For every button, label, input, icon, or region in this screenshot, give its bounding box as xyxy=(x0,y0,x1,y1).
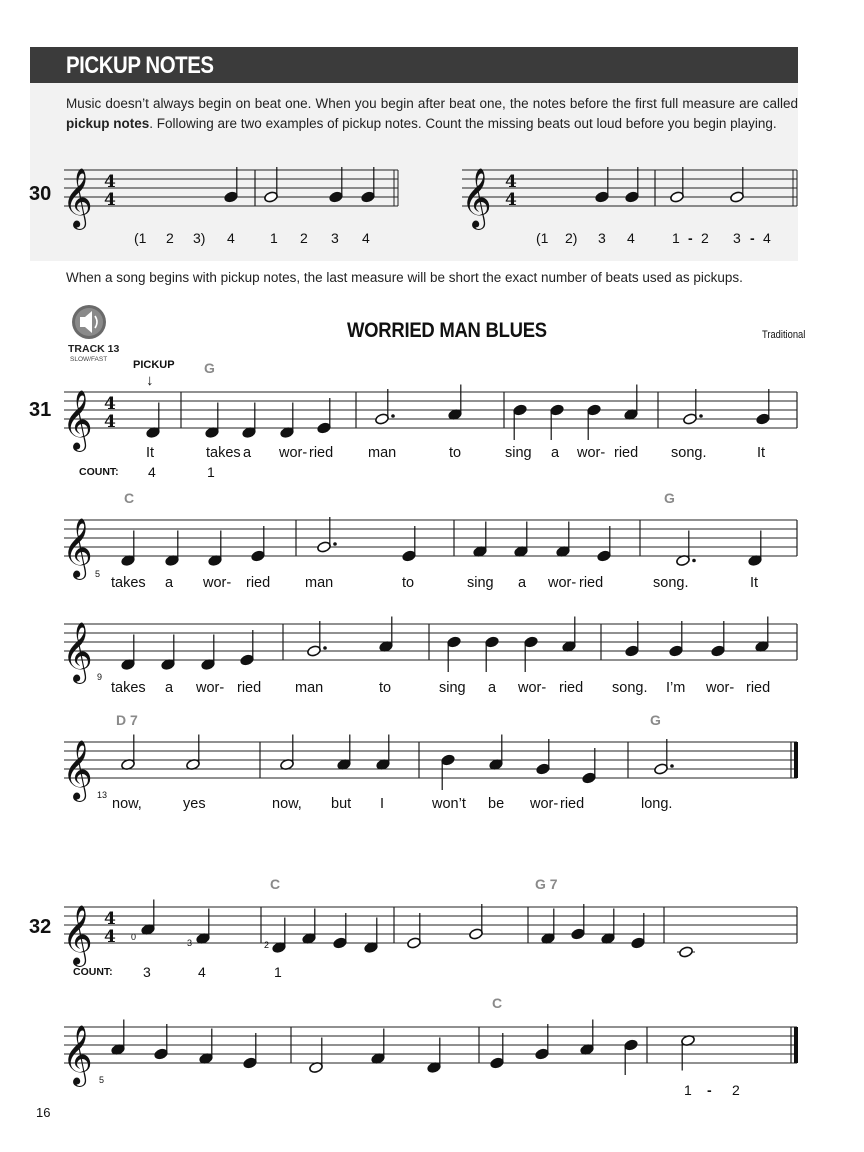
pickup-explanation: When a song begins with pickup notes, the last measure will be short the exact number of beats used as pickups. xyxy=(66,270,743,285)
note-head xyxy=(469,928,484,940)
note-head xyxy=(402,550,417,562)
note-head xyxy=(307,645,322,657)
count-30a: (1 xyxy=(134,230,147,246)
time-signature-top: 4 xyxy=(104,909,116,929)
note-head xyxy=(670,191,685,203)
fingering: 2 xyxy=(264,940,270,950)
time-signature-bottom: 4 xyxy=(505,190,517,210)
lyric: ried xyxy=(237,680,262,696)
fingering: 0 xyxy=(131,932,137,942)
time-signature-bottom: 4 xyxy=(104,927,116,947)
lyric: yes xyxy=(183,796,206,812)
final-barline-thick xyxy=(794,742,798,778)
lyric: wor- xyxy=(577,445,606,461)
lyric: It xyxy=(757,445,766,461)
note-head xyxy=(631,937,646,949)
lyric: sing xyxy=(467,575,494,591)
measure-number: 9 xyxy=(97,672,103,682)
note-dot xyxy=(391,414,395,418)
lyric: won’t xyxy=(432,796,466,812)
measure-number: 5 xyxy=(99,1075,105,1085)
note-head xyxy=(447,636,462,648)
lyric: wor- xyxy=(518,680,547,696)
lyric: man xyxy=(305,575,334,591)
count-32-end: - xyxy=(707,1082,712,1098)
note-head xyxy=(536,763,551,775)
count-30b: (1 xyxy=(536,230,549,246)
note-head xyxy=(679,946,694,958)
count-30a: 1 xyxy=(270,230,278,246)
note-head xyxy=(264,191,279,203)
count-32: 1 xyxy=(274,964,282,980)
note-head xyxy=(550,404,565,416)
note-head xyxy=(361,191,376,203)
page-number: 16 xyxy=(36,1105,51,1120)
note-head xyxy=(730,191,745,203)
lyric: It xyxy=(146,445,155,461)
lyric: ried xyxy=(246,575,271,591)
lyric: ried xyxy=(559,680,584,696)
lyric: now, xyxy=(112,796,142,812)
lyric: I xyxy=(380,796,385,812)
lyric: wor- xyxy=(706,680,735,696)
exercise-number-31: 31 xyxy=(29,399,52,421)
lyric: long. xyxy=(641,796,673,812)
lyric: wor- xyxy=(196,680,225,696)
count-30b: 1 xyxy=(672,230,680,246)
note-head xyxy=(582,772,597,784)
count-30a: 2 xyxy=(300,230,308,246)
lyric: I’m xyxy=(666,680,686,696)
note-head xyxy=(711,645,726,657)
pickup-label: PICKUP xyxy=(133,359,175,371)
lyric: man xyxy=(295,680,324,696)
lyric: wor- xyxy=(548,575,577,591)
lyric: now, xyxy=(272,796,302,812)
chord-symbol: C xyxy=(492,995,503,1011)
note-head xyxy=(524,636,539,648)
count-30b: 2 xyxy=(701,230,709,246)
chord-symbol: G xyxy=(664,490,675,506)
count-31: 4 xyxy=(148,464,156,480)
section-title: PICKUP NOTES xyxy=(66,52,214,79)
count-30a: 3) xyxy=(193,230,206,246)
lyric: to xyxy=(402,575,415,591)
speaker-icon[interactable] xyxy=(72,305,106,339)
time-signature-bottom: 4 xyxy=(104,190,116,210)
intro-text-before: Music doesn’t always begin on beat one. When you begin after beat one, the notes before the first full measure are called xyxy=(66,96,798,111)
note-head xyxy=(251,550,266,562)
count-label: COUNT: xyxy=(73,966,113,978)
count-32-end: 1 xyxy=(684,1082,692,1098)
count-32-end: 2 xyxy=(732,1082,740,1098)
count-30a: 3 xyxy=(331,230,339,246)
lyric: sing xyxy=(505,445,532,461)
treble-clef: 𝄞 xyxy=(62,518,93,578)
treble-clef: 𝄞 xyxy=(62,622,93,682)
count-30a: 4 xyxy=(227,230,235,246)
measure-number: 5 xyxy=(95,569,101,579)
lyric: song. xyxy=(612,680,648,696)
note-head xyxy=(333,937,348,949)
chord-symbol: G 7 xyxy=(535,876,558,892)
intro-text-after: . Following are two examples of pickup notes. Count the missing beats out loud before you begin playing. xyxy=(149,116,777,131)
track-sub-label: SLOW/FAST xyxy=(70,356,108,363)
count-30b: - xyxy=(688,230,693,246)
note-head xyxy=(756,413,771,425)
note-head xyxy=(375,413,390,425)
chord-symbol: G xyxy=(204,360,215,376)
lyric: takes xyxy=(206,445,241,461)
song-credit: Traditional xyxy=(762,329,806,341)
chord-symbol: C xyxy=(270,876,281,892)
lyric: wor- xyxy=(530,796,559,812)
note-head xyxy=(571,928,586,940)
count-32: 4 xyxy=(198,964,206,980)
count-30a: 4 xyxy=(362,230,370,246)
lyric: wor- xyxy=(279,445,308,461)
note-head xyxy=(154,1048,169,1060)
lyric: takes xyxy=(111,680,146,696)
note-head xyxy=(625,645,640,657)
note-head xyxy=(669,645,684,657)
note-head xyxy=(535,1048,550,1060)
count-label: COUNT: xyxy=(79,466,119,478)
lyric: wor- xyxy=(203,575,232,591)
note-head xyxy=(597,550,612,562)
note-head xyxy=(490,1057,505,1069)
note-head xyxy=(587,404,602,416)
lyric: ried xyxy=(560,796,585,812)
note-head xyxy=(513,404,528,416)
count-30a: 2 xyxy=(166,230,174,246)
final-barline-thick xyxy=(794,1027,798,1063)
note-head xyxy=(624,1039,639,1051)
intro-text-bold: pickup notes xyxy=(66,116,150,131)
chord-symbol: D 7 xyxy=(116,712,138,728)
note-head xyxy=(654,763,669,775)
lyric: man xyxy=(368,445,397,461)
note-head xyxy=(224,191,239,203)
time-signature-top: 4 xyxy=(104,172,116,192)
treble-clef: 𝄞 xyxy=(62,740,93,800)
lyric: sing xyxy=(439,680,466,696)
note-dot xyxy=(333,542,337,546)
note-head xyxy=(485,636,500,648)
note-head xyxy=(407,937,422,949)
note-head xyxy=(243,1057,258,1069)
count-31: 1 xyxy=(207,464,215,480)
lyric: a xyxy=(243,445,252,461)
treble-clef: 𝄞 xyxy=(62,1025,93,1085)
lyric: a xyxy=(165,575,174,591)
note-head xyxy=(595,191,610,203)
time-signature-top: 4 xyxy=(505,172,517,192)
count-30b: 3 xyxy=(598,230,606,246)
count-32: 3 xyxy=(143,964,151,980)
lyric: a xyxy=(165,680,174,696)
note-dot xyxy=(699,414,703,418)
count-30b: - xyxy=(750,230,755,246)
fingering: 3 xyxy=(187,938,193,948)
count-30b: 2) xyxy=(565,230,578,246)
note-dot xyxy=(692,559,696,563)
note-head xyxy=(240,654,255,666)
pickup-arrow: ↓ xyxy=(146,372,154,389)
track-label: TRACK 13 xyxy=(68,343,120,355)
lyric: a xyxy=(518,575,527,591)
time-signature-bottom: 4 xyxy=(104,412,116,432)
lyric: song. xyxy=(653,575,689,591)
lyric: to xyxy=(449,445,462,461)
measure-number: 13 xyxy=(97,790,108,800)
note-head xyxy=(441,754,456,766)
chord-symbol: G xyxy=(650,712,661,728)
lyric: be xyxy=(488,796,505,812)
note-head xyxy=(625,191,640,203)
time-signature-top: 4 xyxy=(104,394,116,414)
lyric: ried xyxy=(309,445,334,461)
exercise-number-30: 30 xyxy=(29,183,52,205)
treble-clef: 𝄞 xyxy=(62,905,93,965)
lyric: ried xyxy=(579,575,604,591)
note-dot xyxy=(323,646,327,650)
lyric: but xyxy=(331,796,352,812)
note-head xyxy=(317,422,332,434)
treble-clef: 𝄞 xyxy=(62,390,93,450)
count-30b: 4 xyxy=(627,230,635,246)
count-30b: 4 xyxy=(763,230,771,246)
note-head xyxy=(683,413,698,425)
lyric: It xyxy=(750,575,759,591)
song-title: WORRIED MAN BLUES xyxy=(347,319,547,342)
count-30b: 3 xyxy=(733,230,741,246)
note-dot xyxy=(670,764,674,768)
chord-symbol: C xyxy=(124,490,135,506)
lyric: a xyxy=(488,680,497,696)
exercise-number-32: 32 xyxy=(29,916,52,938)
note-head xyxy=(317,541,332,553)
lyric: to xyxy=(379,680,392,696)
lyric: a xyxy=(551,445,560,461)
lyric: song. xyxy=(671,445,707,461)
lyric: ried xyxy=(614,445,639,461)
lyric: ried xyxy=(746,680,771,696)
lyric: takes xyxy=(111,575,146,591)
note-head xyxy=(329,191,344,203)
treble-clef: 𝄞 xyxy=(62,168,93,228)
treble-clef: 𝄞 xyxy=(461,168,492,228)
